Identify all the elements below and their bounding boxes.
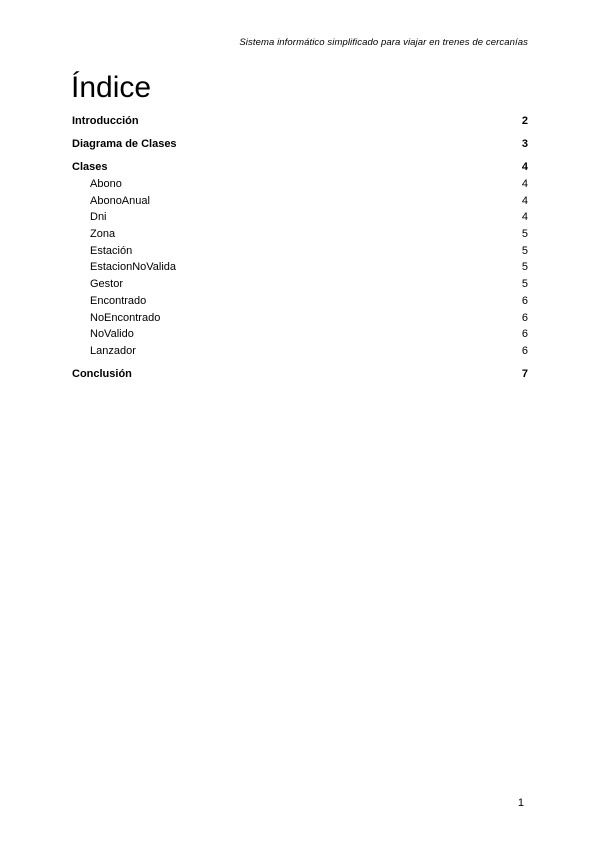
toc-subentry-page: 5	[521, 228, 528, 241]
toc-entry-label: Diagrama de Clases	[72, 138, 177, 150]
toc-subentry-label: Zona	[90, 228, 116, 241]
toc-subentry-page: 5	[521, 278, 528, 291]
toc-entry-clases[interactable]	[72, 159, 528, 176]
toc-entry-label: Conclusión	[72, 367, 132, 380]
toc-subentry-abonoanual[interactable]	[72, 193, 528, 210]
toc-entry-page: 3	[521, 138, 528, 150]
toc-subentry-page: 6	[521, 311, 528, 324]
toc-subentry-page: 4	[521, 211, 528, 224]
toc-subentry-label: Lanzador	[90, 344, 136, 357]
toc-subentry-page: 6	[521, 294, 528, 307]
toc-entry-introduccion[interactable]	[72, 113, 528, 130]
toc-subentry-estacion[interactable]	[72, 243, 528, 260]
toc-subentry-label: Abono	[90, 178, 122, 190]
toc-subentry-page: 4	[521, 194, 528, 207]
toc-subentry-encontrado[interactable]	[72, 293, 528, 310]
toc-subentry-label: EstacionNoValida	[90, 261, 177, 274]
toc-subentry-page: 5	[521, 244, 528, 257]
toc-entry-page: 4	[521, 161, 528, 173]
toc-subentry-abono[interactable]	[72, 176, 528, 193]
toc-subentry-page: 5	[521, 261, 528, 274]
toc-subentry-estacionnovalida[interactable]	[72, 259, 528, 276]
toc-subentry-novalido[interactable]	[72, 326, 528, 343]
toc-subentry-label: Gestor	[90, 278, 124, 291]
toc-subentry-label: AbonoAnual	[90, 194, 150, 207]
toc-entry-page: 7	[521, 367, 528, 380]
toc-subentry-label: Dni	[90, 211, 107, 224]
toc-subentry-noencontrado[interactable]	[72, 310, 528, 327]
toc-subentry-gestor[interactable]	[72, 276, 528, 293]
toc-subentry-zona[interactable]	[72, 226, 528, 243]
running-header: Sistema informático simplificado para viajar en trenes de cercanías	[239, 37, 528, 48]
toc-subentry-page: 6	[521, 344, 528, 357]
page-title: Índice	[71, 71, 152, 104]
toc-subentry-label: Estación	[90, 244, 133, 257]
toc-subentry-label: Encontrado	[90, 294, 147, 307]
toc-subentry-page: 6	[521, 328, 528, 341]
toc-entry-diagrama-de-clases[interactable]	[72, 136, 528, 153]
toc-entry-label: Introducción	[72, 115, 139, 127]
toc-subentry-dni[interactable]	[72, 209, 528, 226]
table-of-contents	[72, 113, 528, 389]
toc-subentry-label: NoValido	[90, 328, 134, 341]
toc-entry-conclusion[interactable]	[72, 366, 528, 383]
toc-subentry-label: NoEncontrado	[90, 311, 161, 324]
toc-subentry-page: 4	[521, 178, 528, 190]
toc-subentry-lanzador[interactable]	[72, 343, 528, 360]
toc-entry-label: Clases	[72, 161, 108, 173]
page-number: 1	[517, 797, 524, 809]
toc-entry-page: 2	[521, 115, 528, 127]
